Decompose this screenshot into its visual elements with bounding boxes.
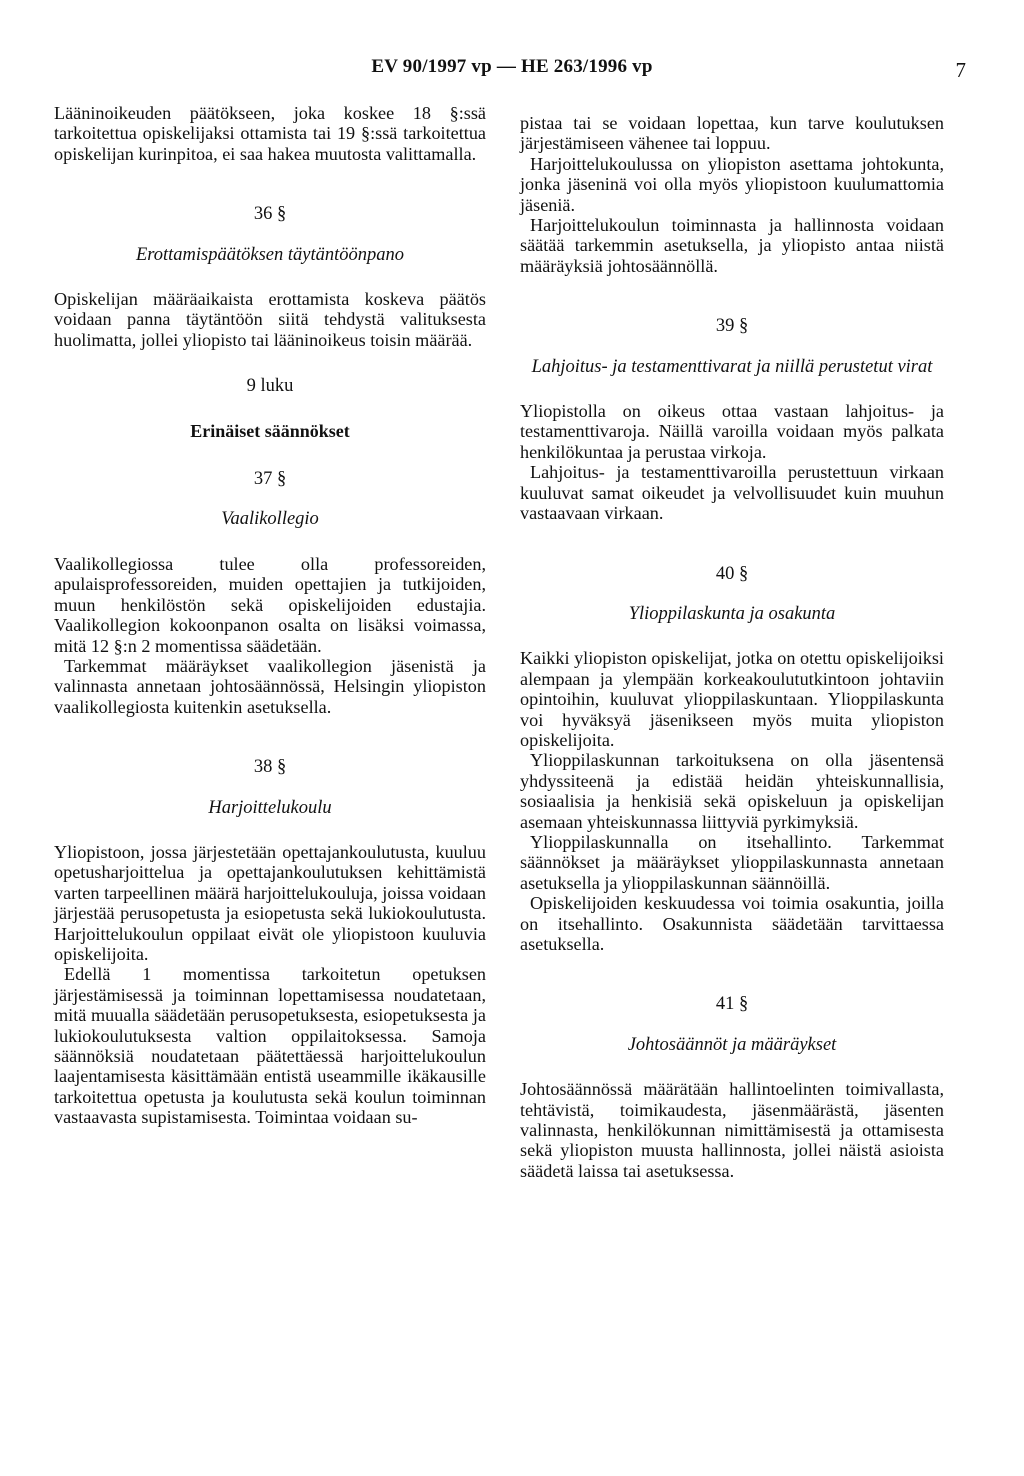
section-number: 39 § (715, 316, 749, 337)
paragraph: Harjoittelukoulun toiminnasta ja hallinnosta voidaan säätää tarkemmin asetuksella, ja yliopisto antaa niistä määräyksiä johtosäännöllä. (520, 215, 944, 276)
paragraph: Lääninoikeuden päätökseen, joka koskee 18 §:ssä tarkoitettua opiskelijaksi ottamista tai 19 §:ssä tarkoitettua opiskelijan kurinpitoa, ei saa hakea muutosta valittamalla. (54, 103, 486, 164)
paragraph: Ylioppilaskunnan tarkoituksena on olla jäsentensä yhdyssiteenä ja edistää heidän yhteiskunnallisia, sosiaalisia ja henkisiä sekä opiskeluun ja opiskelijan asemaan yhteiskunnassa liittyviä pyrkimyksiä. (520, 750, 944, 832)
chapter-number: 9 luku (246, 376, 294, 397)
right-column (520, 113, 944, 1181)
section-number: 36 § (253, 204, 287, 225)
page-header (0, 56, 1024, 86)
paragraph: Ylioppilaskunnalla on itsehallinto. Tarkemmat säännökset ja määräykset ylioppilaskunnasta annetaan asetuksella ja ylioppilaskunnan säännöillä. (520, 831, 944, 893)
paragraph: Johtosäännössä määrätään hallintoelinten toimivallasta, tehtävistä, toimikaudesta, jäsenmäärästä, jäsenten valinnasta, henkilökunnan nimittämisestä ja ottamisesta sekä yliopiston muusta hallinnosta, jollei näistä asioista säädetä laissa tai asetuksessa. (520, 1079, 944, 1181)
paragraph: Vaalikollegiossa tulee olla professoreiden, apulaisprofessoreiden, muiden opettajien ja tutkijoiden, muun henkilöstön sekä opiskelijoiden edustajia. Vaalikollegion kokoonpanon osalta on lisäksi voimassa, mitä 12 §:n 2 momentissa säädetään. (54, 553, 486, 656)
paragraph: Kaikki yliopiston opiskelijat, jotka on otettu opiskelijoiksi alempaan ja ylempään korkeakoulututkintoon johtaviin opintoihin, kuuluvat ylioppilaskuntaan. Ylioppilaskunta voi hyväksyä jäsenikseen myös muita yliopiston opiskelijoita. (520, 648, 944, 750)
document-reference: EV 90/1997 vp — HE 263/1996 vp (371, 56, 653, 77)
chapter-title: Erinäiset säännökset (190, 420, 350, 441)
section-title: Harjoittelukoulu (208, 797, 332, 818)
paragraph: Opiskelijan määräaikaista erottamista koskeva päätös voidaan panna täytäntöön siitä tehdystä valituksesta huolimatta, jollei yliopisto tai lääninoikeus toisin määrää. (54, 289, 486, 350)
paragraph: Yliopistoon, jossa järjestetään opettajankoulutusta, kuuluu opetusharjoittelua ja opettajankoulutuksen kehittämistä varten tarpeellinen määrä harjoittelukouluja, joissa voidaan järjestää perusopetusta ja esiopetusta sekä lukiokoulutusta. Harjoittelukoulun oppilaat eivät ole yliopistoon kuuluvia opiskelijoita. (54, 841, 486, 964)
section-title: Erottamispäätöksen täytäntöönpano (135, 244, 405, 265)
paragraph: Harjoittelukoulussa on yliopiston asettama johtokunta, jonka jäseninä voi olla myös yliopistoon kuulumattomia jäseniä. (520, 153, 944, 215)
section-number: 40 § (715, 563, 749, 584)
section-title: Ylioppilaskunta ja osakunta (628, 603, 836, 624)
section-title: Vaalikollegio (221, 509, 319, 530)
paragraph: Tarkemmat määräykset vaalikollegion jäsenistä ja valinnasta annetaan johtosäännössä, Helsingin yliopiston vaalikollegiosta kuitenkin asetuksella. (54, 655, 486, 717)
left-column (54, 103, 486, 1128)
paragraph: Opiskelijoiden keskuudessa voi toimia osakuntia, joilla on itsehallinto. Osakunnista säädetään tarvittaessa asetuksella. (520, 893, 944, 954)
paragraph: Lahjoitus- ja testamenttivaroilla perustettuun virkaan kuuluvat samat oikeudet ja velvollisuudet kuin muuhun vastaavaan virkaan. (520, 462, 944, 524)
page-number: 7 (955, 58, 966, 82)
paragraph: pistaa tai se voidaan lopettaa, kun tarve koulutuksen järjestämiseen vähenee tai loppuu. (520, 113, 944, 154)
section-number: 37 § (253, 469, 287, 490)
section-number: 41 § (715, 994, 749, 1015)
section-number: 38 § (253, 757, 287, 778)
section-title: Johtosäännöt ja määräykset (627, 1034, 837, 1055)
paragraph: Yliopistolla on oikeus ottaa vastaan lahjoitus- ja testamenttivaroja. Näillä varoilla voidaan myös palkata henkilökuntaa ja perustaa virkoja. (520, 401, 944, 462)
paragraph: Edellä 1 momentissa tarkoitetun opetuksen järjestämisessä ja toiminnan lopettamisessa noudatetaan, mitä muualla säädetään perusopetuksesta, esiopetuksesta ja lukiokoulutuksesta valtion oppilaitoksessa. Samoja säännöksiä noudatetaan päätettäessä harjoittelukoulun laajentamisesta käsittämään entistä useammille ikäkausille tarkoitettua opetusta ja koulutusta sekä koulun toiminnan vastaavasta supistamisesta. Toimintaa voidaan su- (54, 964, 486, 1128)
section-title: Lahjoitus- ja testamenttivarat ja niillä perustetut virat (531, 356, 933, 377)
